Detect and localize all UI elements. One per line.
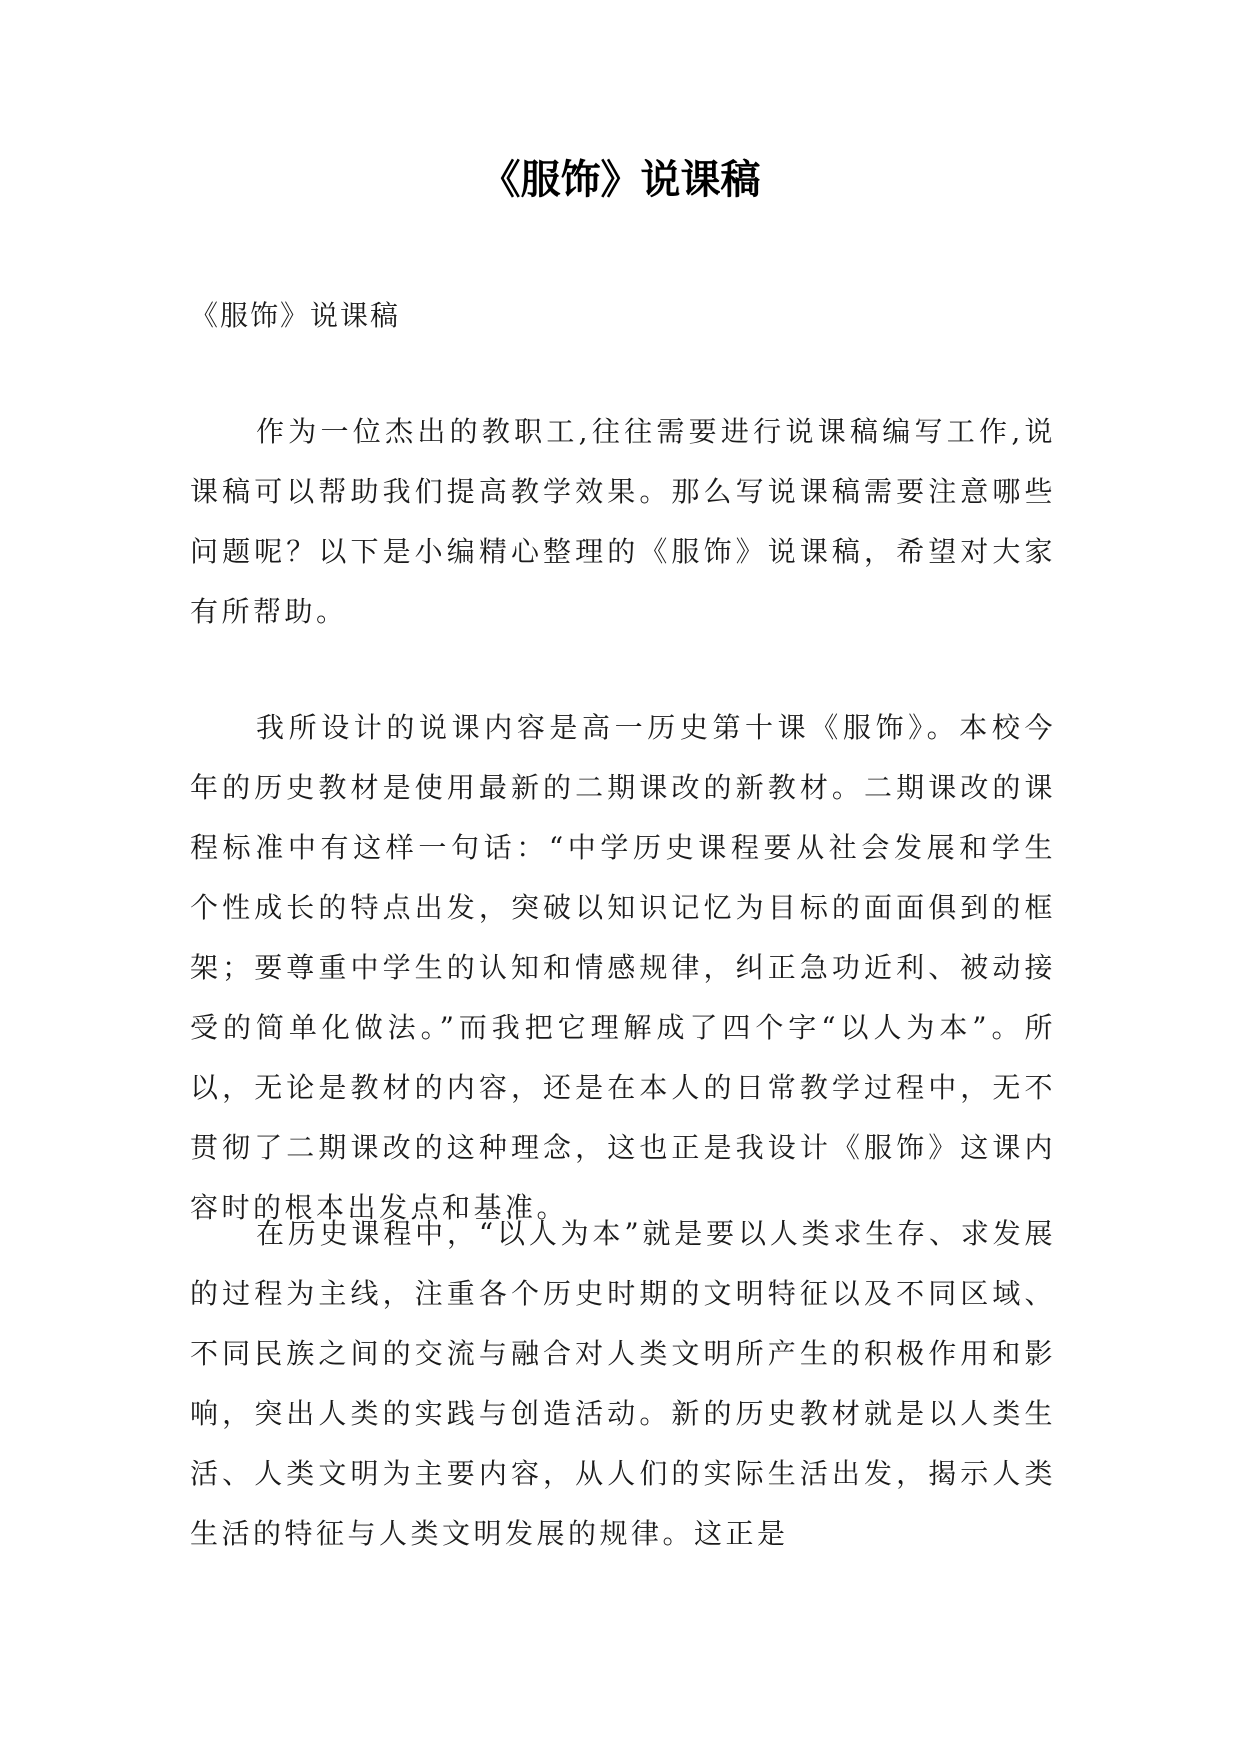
document-subtitle: 《服饰》说课稿 bbox=[190, 299, 401, 332]
paragraph-course-design: 我所设计的说课内容是高一历史第十课《服饰》。本校今年的历史教材是使用最新的二期课改的新教材。二期课改的课程标准中有这样一句话：“中学历史课程要从社会发展和学生个性成长的特点出发，突破以知识记忆为目标的面面俱到的框架；要尊重中学生的认知和情感规律，纠正急功近利、被动接受的简单化做法。”而我把它理解成了四个字“以人为本”。所以，无论是教材的内容，还是在本人的日常教学过程中，无不贯彻了二期课改的这种理念，这也正是我设计《服饰》这课内容时的根本出发点和基准。 bbox=[190, 711, 1056, 1224]
paragraph-intro: 作为一位杰出的教职工,往往需要进行说课稿编写工作,说课稿可以帮助我们提高教学效果。那么写说课稿需要注意哪些问题呢？以下是小编精心整理的《服饰》说课稿，希望对大家有所帮助。 bbox=[190, 415, 1056, 628]
document-title: 《服饰》说课稿 bbox=[480, 157, 761, 203]
paragraph-people-oriented: 在历史课程中，“以人为本”就是要以人类求生存、求发展的过程为主线，注重各个历史时期的文明特征以及不同区域、不同民族之间的交流与融合对人类文明所产生的积极作用和影响，突出人类的实践与创造活动。新的历史教材就是以人类生活、人类文明为主要内容，从人们的实际生活出发，揭示人类生活的特征与人类文明发展的规律。这正是 bbox=[190, 1217, 1056, 1550]
